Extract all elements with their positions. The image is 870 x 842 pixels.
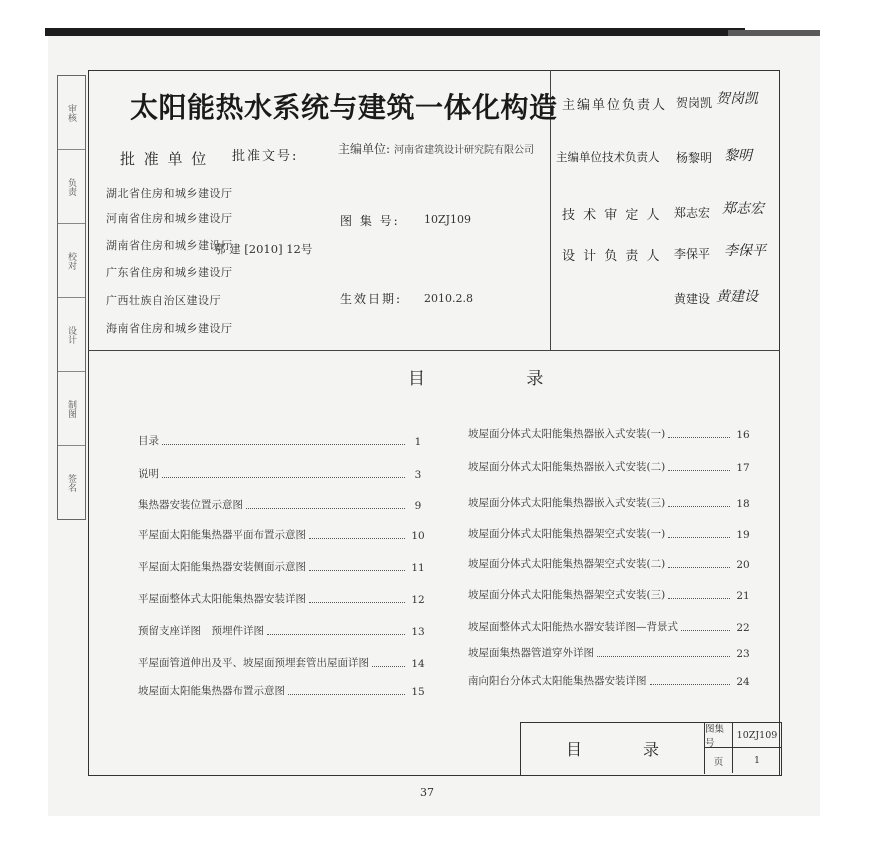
toc-item[interactable]: 坡屋面分体式太阳能集热器嵌入式安装(一) 16: [468, 428, 750, 441]
toc-item[interactable]: 预留支座详图 预埋件详图 13: [138, 625, 425, 638]
page-value: 1: [753, 755, 761, 766]
title-block-name: 目 录: [521, 723, 705, 774]
atlas-title: 太阳能热水系统与建筑一体化构造: [130, 91, 558, 124]
title-block-page-row: [705, 748, 781, 773]
title-block: [520, 722, 782, 776]
toc-item[interactable]: 目录 1: [138, 435, 422, 448]
atlas-no-key: 图集号: [705, 723, 733, 747]
personnel-signature: 黎明: [724, 148, 752, 164]
toc-item[interactable]: 集热器安装位置示意图 9: [138, 499, 422, 512]
toc-item[interactable]: 平屋面整体式太阳能集热器安装详图 12: [138, 593, 425, 606]
personnel-name: 李保平: [674, 247, 711, 261]
chief-unit: 河南省建筑设计研究院有限公司: [394, 145, 534, 156]
personnel-name: 贺岗凯: [676, 96, 713, 110]
personnel-name: 郑志宏: [674, 206, 711, 220]
toc-item[interactable]: 坡屋面分体式太阳能集热器嵌入式安装(三) 18: [468, 497, 750, 510]
approval-doc-number: 鄂 建 [2010] 12号: [214, 242, 313, 256]
atlas-no: 10ZJ109: [424, 213, 472, 226]
personnel-role: 主编单位技术负责人: [556, 150, 660, 164]
personnel-signature: 郑志宏: [722, 201, 764, 217]
toc-item[interactable]: 坡屋面太阳能集热器布置示意图 15: [138, 685, 425, 698]
approval-unit: 广东省住房和城乡建设厅: [106, 266, 233, 279]
toc-item[interactable]: 南向阳台分体式太阳能集热器安装详图 24: [468, 675, 750, 688]
side-cell: 校对: [58, 224, 85, 298]
approval-unit: 湖北省住房和城乡建设厅: [106, 187, 233, 200]
personnel-signature: 黄建设: [716, 289, 758, 305]
side-cell: 负责: [58, 150, 85, 224]
side-cell: 设计: [58, 298, 85, 372]
toc-heading: 目 录: [408, 369, 592, 389]
side-cell: 审核: [58, 76, 85, 150]
approval-units-label: 批 准 单 位: [120, 150, 209, 168]
approval-doc-label: 批准文号:: [232, 149, 299, 164]
toc-item[interactable]: 坡屋面分体式太阳能集热器架空式安装(三) 21: [468, 589, 750, 602]
toc-item[interactable]: 坡屋面整体式太阳能热水器安装详图—背景式 22: [468, 621, 750, 634]
personnel-signature: 贺岗凯: [716, 91, 758, 107]
toc-item[interactable]: 平屋面太阳能集热器安装侧面示意图 11: [138, 561, 425, 574]
approval-unit: 河南省住房和城乡建设厅: [106, 212, 233, 225]
chief-unit-label: 主编单位:: [338, 142, 391, 156]
effective-date-label: 生效日期:: [340, 292, 403, 306]
header-divider: [88, 350, 780, 351]
drawing-frame: [88, 70, 780, 776]
atlas-no-value: 10ZJ109: [736, 729, 778, 741]
approval-unit: 广西壮族自治区建设厅: [106, 294, 221, 307]
personnel-role: 设 计 负 责 人: [562, 249, 662, 264]
toc-item[interactable]: 平屋面管道伸出及平、坡屋面预埋套管出屋面详图 14: [138, 657, 425, 670]
page-key: 页: [705, 748, 733, 773]
personnel-signature: 李保平: [724, 243, 766, 259]
page-number: 37: [420, 786, 434, 799]
side-signature-strip: [57, 75, 86, 520]
title-block-atlas-row: [705, 723, 781, 748]
toc-item[interactable]: 说明 3: [138, 468, 422, 481]
personnel-name: 黄建设: [674, 292, 711, 306]
toc-item[interactable]: 坡屋面分体式太阳能集热器架空式安装(一) 19: [468, 528, 750, 541]
atlas-no-label: 图 集 号:: [340, 214, 400, 228]
scan-border-top: [45, 28, 745, 36]
effective-date: 2010.2.8: [424, 292, 473, 305]
side-cell: 制图: [58, 372, 85, 446]
approval-unit: 湖南省住房和城乡建设厅: [106, 239, 233, 252]
side-cell: 签名: [66, 473, 76, 492]
approval-unit: 海南省住房和城乡建设厅: [106, 322, 233, 335]
personnel-role: 主编单位负责人: [562, 98, 668, 113]
toc-item[interactable]: 平屋面太阳能集热器平面布置示意图 10: [138, 529, 425, 542]
toc-item[interactable]: 坡屋面分体式太阳能集热器嵌入式安装(二) 17: [468, 461, 750, 474]
personnel-role: 技 术 审 定 人: [562, 208, 662, 223]
toc-item[interactable]: 坡屋面分体式太阳能集热器架空式安装(二) 20: [468, 558, 750, 571]
personnel-name: 杨黎明: [676, 151, 713, 165]
toc-item[interactable]: 坡屋面集热器管道穿外详图 23: [468, 647, 750, 660]
